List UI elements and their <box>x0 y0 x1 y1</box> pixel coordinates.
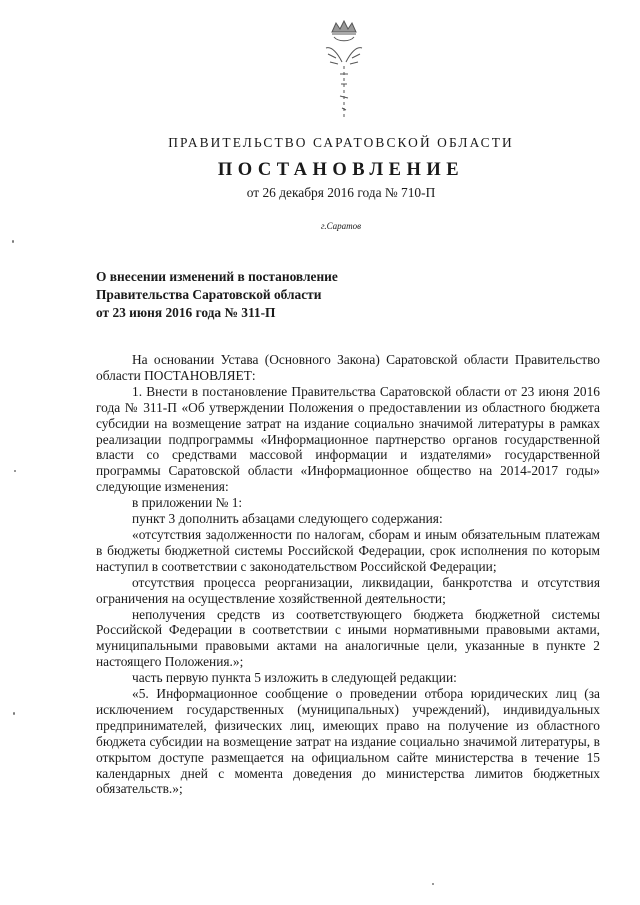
scan-speck <box>12 240 14 243</box>
body-paragraph: часть первую пункта 5 изложить в следующей редакции: <box>132 670 457 686</box>
document-date-number: от 26 декабря 2016 года № 710-П <box>246 185 436 200</box>
document-body <box>96 352 600 797</box>
document-title: ПОСТАНОВЛЕНИЕ <box>217 160 465 180</box>
scan-speck <box>14 470 16 472</box>
body-paragraph: «5. Информационное сообщение о проведении отбора юридических лиц (за исключением государственных (муниципальных) учреждений), индивидуальных предпринимателей, физических лиц, имеющих право на получение из областного бюджета субсидии на возмещение затрат на издание социально значимой литературы, в открытом доступе размещается на официальном сайте министерства в течение 15 календарных дней с момента доведения до министерства лимитов бюджетных обязательств.»; <box>96 686 600 797</box>
document-city: г.Саратов <box>320 221 362 231</box>
subject-line: Правительства Саратовской области <box>96 287 322 302</box>
government-name: ПРАВИТЕЛЬСТВО САРАТОВСКОЙ ОБЛАСТИ <box>168 135 514 150</box>
body-paragraph: отсутствия процесса реорганизации, ликвидации, банкротства и отсутствия ограничения на осуществление хозяйственной деятельности; <box>96 574 600 606</box>
document-subject <box>96 268 338 322</box>
coat-of-arms-emblem <box>318 18 370 128</box>
subject-line: О внесении изменений в постановление <box>96 269 338 284</box>
body-paragraph: «отсутствия задолженности по налогам, сборам и иным обязательным платежам в бюджеты бюджетной системы Российской Федерации, срок исполнения по которым наступил в соответствии с законодательством Российской Федерации; <box>96 526 600 574</box>
subject-line: от 23 июня 2016 года № 311-П <box>96 305 276 320</box>
body-paragraph: На основании Устава (Основного Закона) Саратовской области Правительство области ПОСТАНОВЛЯЕТ: <box>96 352 600 383</box>
body-paragraph: неполучения средств из соответствующего бюджета бюджетной системы Российской Федерации в соответствии с иными нормативными правовыми актами, муниципальными правовыми актами на аналогичные цели, указанные в пункте 2 настоящего Положения.»; <box>96 606 600 670</box>
scan-speck <box>432 883 434 885</box>
body-paragraph: пункт 3 дополнить абзацами следующего содержания: <box>132 511 443 527</box>
scan-speck <box>13 712 15 715</box>
body-paragraph: 1. Внести в постановление Правительства Саратовской области от 23 июня 2016 года № 311-П «Об утверждении Положения о предоставлении из областного бюджета субсидии на возмещение затрат на издание социально значимой литературы в рамках реализации подпрограммы «Информационное партнерство органов государственной власти со средствами массовой информации и издателями» государственной программы Саратовской области «Информационное общество на 2014-2017 годы» следующие изменения: <box>96 383 600 495</box>
body-paragraph: в приложении № 1: <box>132 495 243 511</box>
